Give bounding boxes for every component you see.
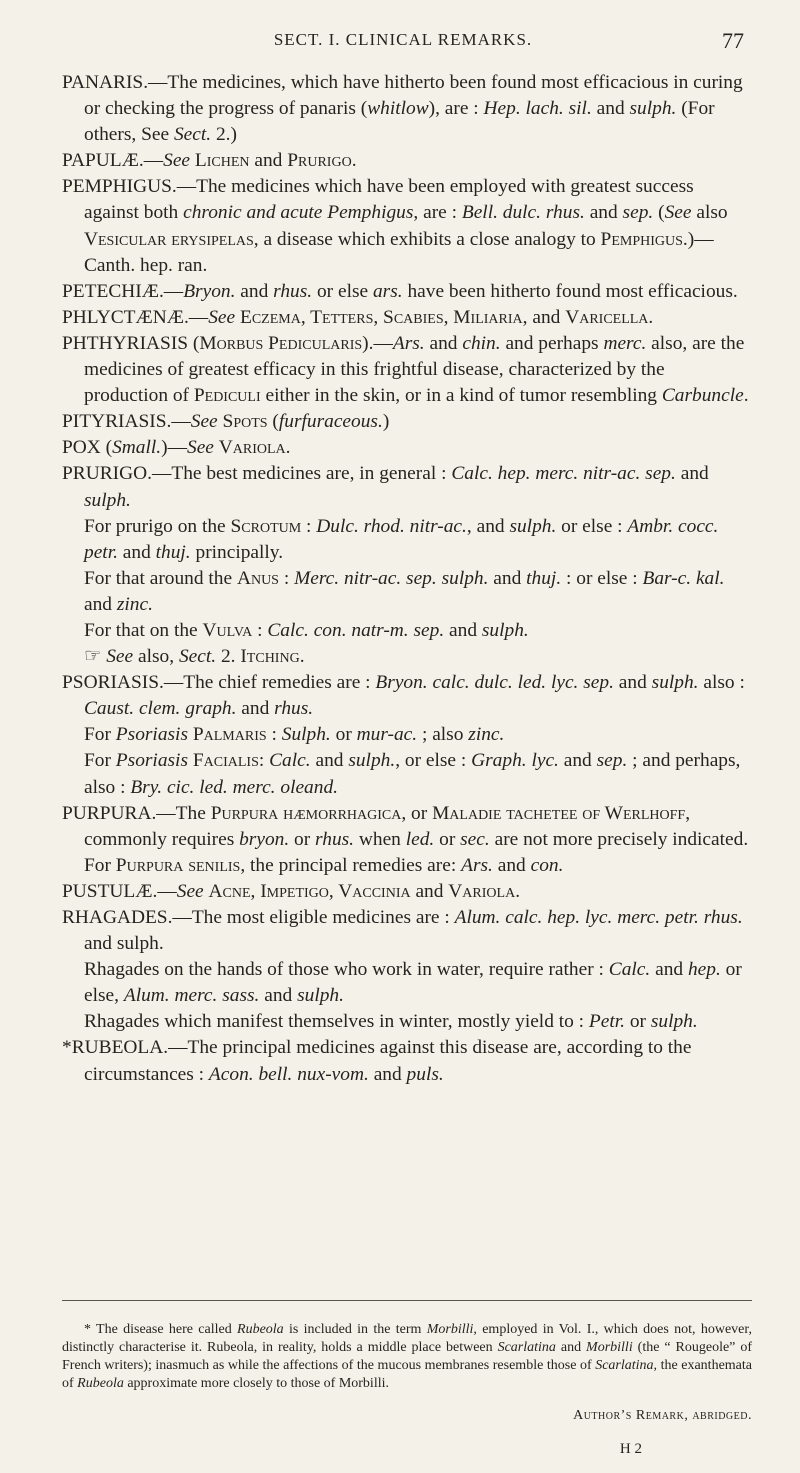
sub-paragraph: For that around the Anus : Merc. nitr-ac. sep. sulph. and thuj. : or else : Bar-c. kal. and zinc.: [84, 567, 725, 615]
sub-paragraph: For Psoriasis Facialis: Calc. and sulph., or else : Graph. lyc. and sep. ; and perhaps, also : Bry. cic. led. merc. oleand.: [84, 750, 741, 798]
entry-paragraph: *RUBEOLA.—The principal medicines against this disease are, according to the circumstances : Acon. bell. nux-vom. and puls.: [62, 1037, 692, 1085]
entry-paragraph: PANARIS.—The medicines, which have hitherto been found most efficacious in curing or checking the progress of panaris (whitlow), are : Hep. lach. sil. and sulph. (For others, See Sect. 2.): [62, 72, 743, 146]
entry-paragraph: POX (Small.)—See Variola.: [62, 437, 291, 459]
sub-paragraph: Rhagades which manifest themselves in winter, mostly yield to : Petr. or sulph.: [84, 1011, 698, 1033]
sub-paragraph: For that on the Vulva : Calc. con. natr-m. sep. and sulph.: [84, 619, 529, 641]
entry-paragraph: PURPURA.—The Purpura hæmorrhagica, or Maladie tachetee of Werlhoff, commonly requires bryon. or rhus. when led. or sec. are not more precisely indicated.: [62, 802, 749, 850]
sub-paragraph: For prurigo on the Scrotum : Dulc. rhod. nitr-ac., and sulph. or else : Ambr. cocc. petr. and thuj. principally.: [84, 515, 719, 563]
main-text: [62, 70, 752, 1088]
entry-paragraph: PUSTULÆ.—See Acne, Impetigo, Vaccinia and Variola.: [62, 880, 521, 902]
entry-paragraph: PITYRIASIS.—See Spots (furfuraceous.): [62, 411, 390, 433]
entry-paragraph: PSORIASIS.—The chief remedies are : Bryon. calc. dulc. led. lyc. sep. and sulph. also : Caust. clem. graph. and rhus.: [62, 672, 745, 720]
entry-paragraph: PHTHYRIASIS (Morbus Pedicularis).—Ars. and chin. and perhaps merc. also, are the medicines of greatest efficacy in this frightful disease, characterized by the production of Pediculi either in the skin, or in a kind of tumor resembling Carbuncle.: [62, 332, 749, 407]
entry-paragraph: PHLYCTÆNÆ.—See Eczema, Tetters, Scabies, Miliaria, and Varicella.: [62, 306, 654, 328]
sub-paragraph: ☞ See also, Sect. 2. Itching.: [84, 646, 305, 668]
entry-paragraph: PEMPHIGUS.—The medicines which have been employed with greatest success against both chronic and acute Pemphigus, are : Bell. dulc. rhus. and sep. (See also Vesicular erysipelas, a disease which exhibits a close analogy to Pemphigus.)— Canth. hep. ran.: [62, 176, 728, 276]
footnote-text: * The disease here called Rubeola is included in the term Morbilli, employed in Vol. I., which does not, however, distinctly characterise it. Rubeola, in reality, holds a middle place between Scarlatina and Morbilli (the “ Rougeole” of French writers); inasmuch as while the affections of the mucous membranes resemble those of Scarlatina, the exanthemata of Rubeola approximate more closely to those of Morbilli.: [62, 1322, 752, 1391]
entry-paragraph: PRURIGO.—The best medicines are, in general : Calc. hep. merc. nitr-ac. sep. and sulph.: [62, 463, 709, 511]
entry-paragraph: PAPULÆ.—See Lichen and Prurigo.: [62, 150, 357, 172]
signature-mark: H 2: [619, 1441, 642, 1457]
sub-paragraph: For Purpura senilis, the principal remedies are: Ars. and con.: [84, 854, 564, 876]
page-number: 77: [722, 28, 744, 53]
sub-paragraph: For Psoriasis Palmaris : Sulph. or mur-ac. ; also zinc.: [84, 724, 505, 746]
entry-paragraph: PETECHIÆ.—Bryon. and rhus. or else ars. have been hitherto found most efficacious.: [62, 280, 738, 302]
author-remark: Author’s Remark, abridged.: [573, 1408, 752, 1423]
entry-paragraph: RHAGADES.—The most eligible medicines are : Alum. calc. hep. lyc. merc. petr. rhus. and sulph.: [62, 907, 743, 955]
sub-paragraph: Rhagades on the hands of those who work in water, require rather : Calc. and hep. or else, Alum. merc. sass. and sulph.: [84, 959, 742, 1007]
running-title: SECT. I. CLINICAL REMARKS.: [273, 30, 533, 49]
running-header: [62, 28, 744, 53]
footnote: [62, 1300, 752, 1473]
